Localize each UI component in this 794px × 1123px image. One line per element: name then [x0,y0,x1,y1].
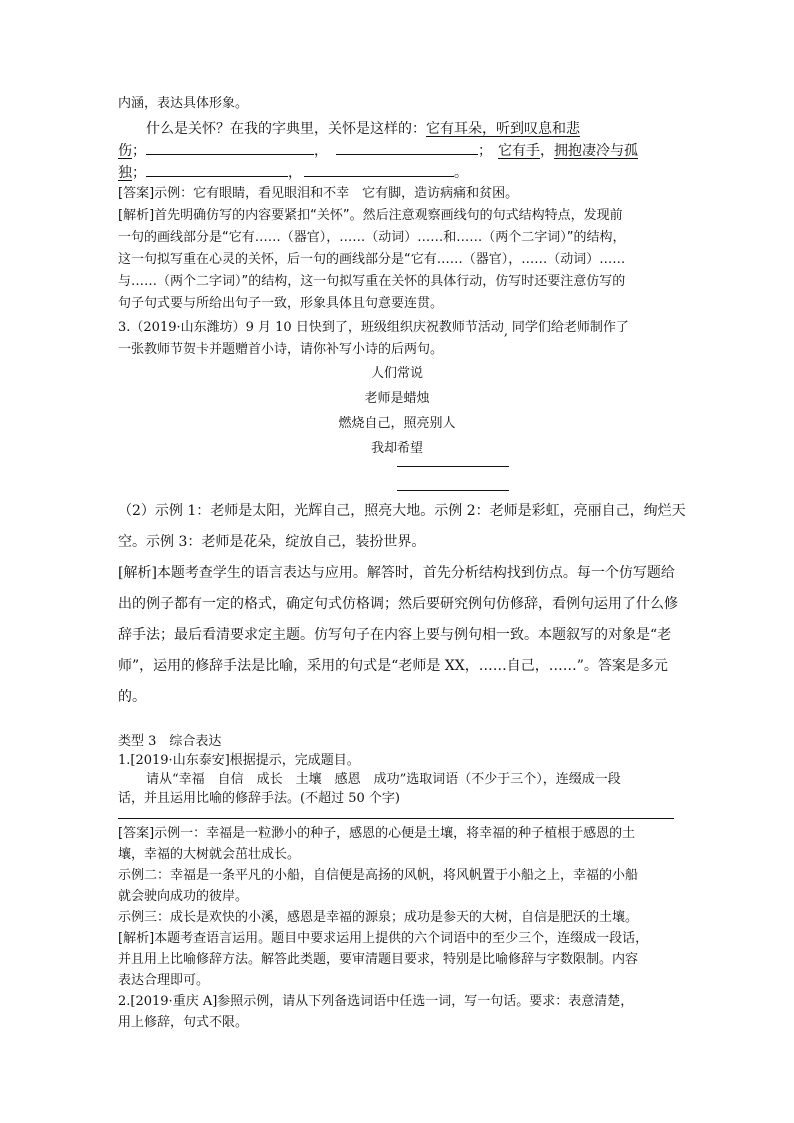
section-heading: 类型 3 综合表达 [118,734,222,749]
question-line: 请从“幸福 自信 成长 土壤 感恩 成功”选取词语（不少于三个），连缀成一段 [146,772,621,787]
analysis-line: 与……（两个二字词）”的结构，这一句拟写重在关怀的具体行动，仿写时还要注意仿写的 [118,274,626,289]
text-line: 内涵，表达具体形象。 [118,96,249,111]
punctuation: ， [540,143,554,159]
poem-line: 老师是蜡烛 [364,391,430,406]
question-line: 话，并且运用比喻的修辞手法。(不超过 50 个字) [118,791,400,806]
analysis-line: 的。 [118,689,146,705]
punctuation: ； [132,143,146,159]
underlined-example: 拥抱凄冷与孤 [554,143,638,159]
question-text: 3.（2019·山东潍坊）9 月 10 日快到了，班级组织庆祝教师节活动 [118,320,504,335]
poem-line: 人们常说 [370,366,423,381]
analysis-line: 一句的画线部分是“它有……（器官），……（动词）……和……（两个二字词）”的结构， [118,230,626,245]
answer-text: [答案]示例：它有眼睛，看见眼泪和不幸 它有脚，造访病痛和贫困。 [118,186,519,201]
analysis-line: 句子句式要与所给出句子一致，形象具体且句意要连贯。 [118,296,444,311]
answer-line: 空。示例 3：老师是花朵，绽放自己，装扮世界。 [118,534,426,550]
poem-line: 燃烧自己，照亮别人 [338,416,456,431]
question-line: 一张教师节贺卡并题赠首小诗，请你补写小诗的后两句。 [118,342,444,357]
answer-line: （2）示例 1：老师是太阳，光辉自己，照亮大地。示例 2：老师是彩虹，亮丽自己，绚烂天 [118,503,686,519]
question-text: 同学们给老师制作了 [511,320,629,335]
analysis-line: 师”，运用的修辞手法是比喻，采用的句式是“老师是 XX，……自己，……”。答案是多元 [118,658,668,674]
answer-blank[interactable] [118,818,674,819]
underlined-example: 它有手 [498,143,540,159]
analysis-line: [解析]首先明确仿写的内容要紧扣“关怀”。然后注意观察画线句的句式结构特点，发现前 [118,208,623,223]
question-text: 什么是关怀？在我的字典里，关怀是这样的： [146,121,426,137]
analysis-line: [解析]本题考查语言运用。题目中要求运用上提供的六个词语中的至少三个，连缀成一段话， [118,931,649,946]
question-line: 1.[2019·山东泰安]根据提示，完成题目。 [118,753,360,768]
question-line [118,140,638,162]
answer-blank[interactable] [146,163,288,177]
answer-blank[interactable] [146,141,314,155]
answer-line: 示例三：成长是欢快的小溪，感恩是幸福的源泉；成功是参天的大树，自信是肥沃的土壤。 [118,910,639,925]
question-line [118,162,468,184]
question-line: 用上修辞，句式不限。 [118,1015,249,1030]
comma-mark: , [503,324,508,339]
punctuation: 。 [454,165,468,181]
punctuation: ， [288,165,302,181]
underlined-example: 伤 [118,143,132,159]
answer-blank[interactable] [304,163,454,177]
underlined-example: 独 [118,165,132,181]
poem-answer-blank[interactable] [397,490,509,491]
answer-line: 壤，幸福的大树就会茁壮成长。 [118,847,301,862]
punctuation: ； [132,165,146,181]
analysis-line: 这一句拟写重在心灵的关怀，后一句的画线部分是“它有……（器官），……（动词）…… [118,252,626,267]
question-line [146,118,580,140]
punctuation: ， [314,143,328,159]
analysis-line: [解析]本题考查学生的语言表达与应用。解答时，首先分析结构找到仿点。每一个仿写题给 [118,565,675,581]
analysis-line: 表达合理即可。 [118,973,210,988]
answer-blank[interactable] [336,141,478,155]
analysis-line: 并且用上比喻修辞方法。解答此类题，要审清题目要求，特别是比喻修辞与字数限制。内容 [118,952,639,967]
answer-line: 就会驶向成功的彼岸。 [118,889,249,904]
underlined-example: 它有耳朵，听到叹息和悲 [426,121,580,137]
punctuation: ； [478,143,492,159]
poem-line: 我却希望 [370,441,423,456]
answer-line: [答案]示例一：幸福是一粒渺小的种子，感恩的心便是土壤，将幸福的种子植根于感恩的土 [118,826,636,841]
analysis-line: 辞手法；最后看清要求定主题。仿写句子在内容上要与例句相一致。本题叙写的对象是“老 [118,627,672,643]
analysis-line: 出的例子都有一定的格式，确定句式仿格调；然后要研究例句仿修辞，看例句运用了什么修 [118,596,678,612]
question-line: 2.[2019·重庆 A]参照示例，请从下列备选词语中任选一词，写一句话。要求：表意清楚， [118,994,634,1009]
question-line [118,318,629,338]
answer-line: 示例二：幸福是一条平凡的小船，自信便是高扬的风帆，将风帆置于小船之上，幸福的小船 [118,868,639,883]
poem-answer-blank[interactable] [397,466,509,467]
